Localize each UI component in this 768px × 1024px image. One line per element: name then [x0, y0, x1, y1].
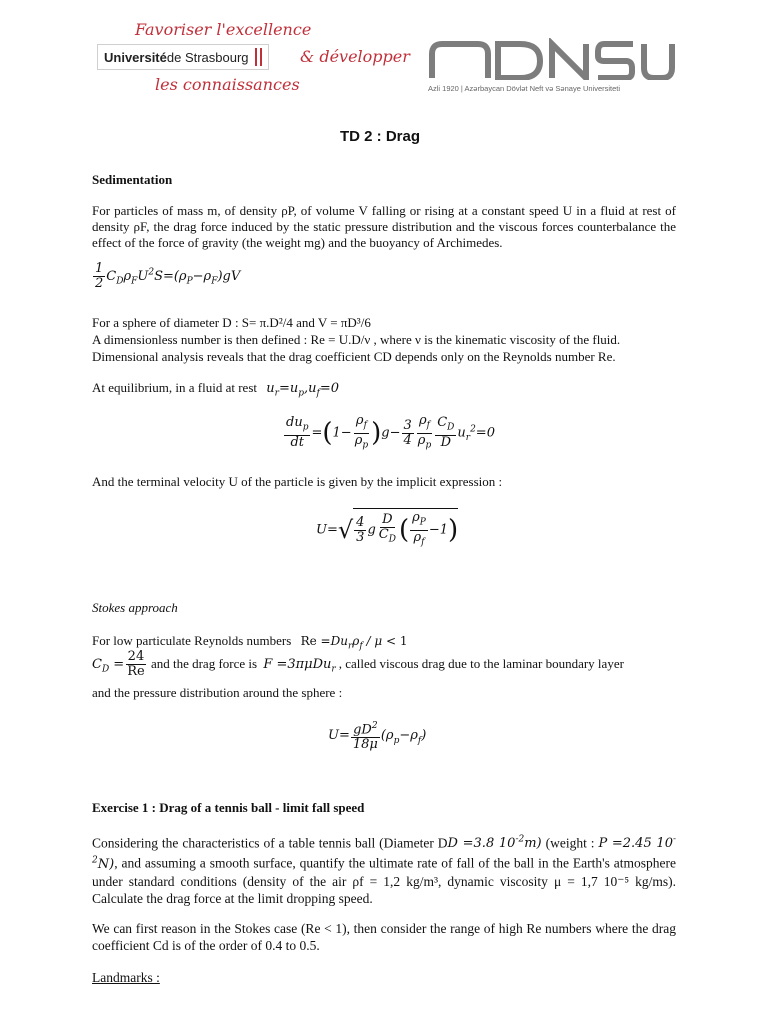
universite-strasbourg-logo: [97, 44, 269, 70]
equilibrium-line: [92, 380, 339, 402]
ex1-text-b: (weight :: [545, 835, 595, 851]
equilibrium-text: At equilibrium, in a fluid at rest: [92, 380, 257, 395]
uds-bold: Université: [104, 49, 167, 65]
terminal-line: And the terminal velocity U of the particle is given by the implicit expression :: [92, 474, 503, 489]
diameter-value: D =3.8 $10^{-2}m$): [447, 835, 542, 852]
uds-bars-icon: [255, 48, 262, 66]
equation-terminal-velocity: U=√ $\frac{4}{3}$ g $\frac{D}{C_D}$ ( $\frac{\rho_P}{\rho_f}$ −1): [316, 510, 459, 548]
viscous-drag-equation: F =3πμDu$_r$: [263, 657, 336, 675]
slogan-line-1: Favoriser l'excellence: [135, 20, 312, 39]
sphere-line: For a sphere of diameter D : S= π.D²/4 and V = πD³/6: [92, 315, 371, 330]
landmarks-heading: Landmarks :: [92, 970, 160, 985]
sedimentation-heading: Sedimentation: [92, 172, 173, 187]
weight-value: P =2.45 $10^{-2}N$): [92, 835, 677, 872]
cd-equation: $C_D$ = $\frac{24}{Re}$: [92, 649, 145, 679]
ex1-text-a: Considering the characteristics of a table tennis ball (Diameter D: [92, 835, 448, 851]
exercise1-paragraph2: We can first reason in the Stokes case (Re < 1), then consider the range of high Re numbers where the drag coefficient Cd is of the order of 0.4 to 0.5.: [92, 921, 676, 953]
equation-stokes-velocity: U= $\frac{gD^2}{18\mu}$ $(\rho_p-\rho_f)$: [328, 721, 427, 753]
called-text: , called viscous drag due to the laminar boundary layer: [338, 656, 624, 671]
pressure-line: and the pressure distribution around the sphere :: [92, 685, 343, 700]
reynolds-condition: $Re =Du_r\rho_f / \mu < 1$: [300, 634, 408, 652]
low-re-text: For low particulate Reynolds numbers: [92, 633, 292, 648]
slogan-line-3: les connaissances: [155, 75, 300, 94]
adnsu-subtitle: Azli 1920 | Azərbaycan Dövlət Neft və Sənaye Universiteti: [428, 84, 621, 93]
stokes-heading: Stokes approach: [92, 600, 178, 615]
exercise1-paragraph1: [92, 832, 676, 907]
dimensionless-line: A dimensionless number is then defined : Re = U.D/ν , where ν is the kinematic viscosity of the fluid.: [92, 332, 621, 347]
uds-rest: de Strasbourg: [166, 49, 249, 65]
sedimentation-paragraph: For particles of mass m, of density ρP, of volume V falling or rising at a constant speed U in a fluid at rest of density ρF, the drag force induced by the static pressure distribution and the viscous forces counterbalance the effect of the force of gravity (the weight mg) and the buoyancy of Archimedes.: [92, 203, 676, 250]
adnsu-logo: [428, 38, 676, 80]
equation-motion: $\frac{du_p}{dt}$ =(1− $\frac{\rho_f}{\rho_p}$ )g− $\frac{3}{4}$ $\frac{\rho_f}{\rho_p}$ $\frac{C_D}{D}$ $u_r^2=0$: [286, 413, 495, 451]
ex1-text-c: , and assuming a smooth surface, quantify the ultimate rate of fall of the ball in the Earth's atmosphere under standard conditions (density of the air ρf = 1,2 kg/m³, dynamic viscosity μ = 1,7 10⁻⁵ kg/ms). Calculate the drag force at the limit dropping speed.: [92, 855, 676, 906]
stokes-drag-line: [92, 650, 692, 679]
equilibrium-equation: $u_r=u_p,u_f=0$: [266, 381, 339, 399]
equation-drag-balance: $\frac{1}{2}$ $C_D\rho_FU^2S=(\rho_P-\rho_F)gV$: [95, 261, 241, 291]
slogan-line-2: & développer: [300, 47, 410, 66]
page-title: TD 2 : Drag: [340, 128, 421, 145]
exercise1-heading: Exercise 1 : Drag of a tennis ball - limit fall speed: [92, 800, 365, 815]
drag-force-text: and the drag force is: [150, 656, 258, 671]
analysis-line: Dimensional analysis reveals that the drag coefficient CD depends only on the Reynolds number Re.: [92, 349, 616, 364]
